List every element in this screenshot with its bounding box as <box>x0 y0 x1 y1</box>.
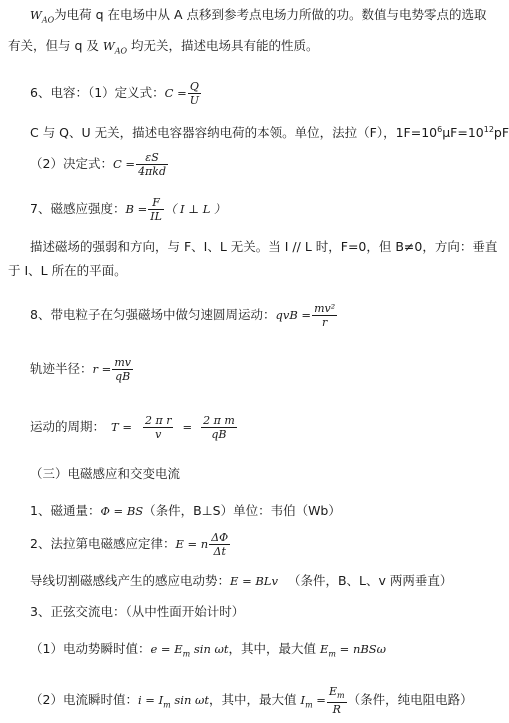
line-3-capacitance-definition: 6、电容：（1）定义式：C = $\frac{Q}{U}$ <box>30 80 200 107</box>
fraction: $\frac{mv}{qB}$ <box>114 356 131 383</box>
line-17-emf-instant: （1）电动势瞬时值：$e = E_m$ sin ωt，其中，最大值 $E_m = nBS\omega$ <box>30 641 387 659</box>
line-18-current-instant: （2）电流瞬时值：$i = I_m$ sin ωt，其中，最大值 $I_m$ = $\frac{E_m}{R}$ （条件，纯电阻电路） <box>30 685 473 717</box>
line-4: C 与 Q、U 无关，描述电容器容纳电荷的本领。单位，法拉（F），$1F=10^6\mu F=10^{12}pF$ <box>30 125 509 141</box>
fraction: $\frac{\text{2 π m}}{qB}$ <box>203 414 235 441</box>
line-16: 3、正弦交流电：（从中性面开始计时） <box>30 604 245 619</box>
line-6-magnetic-induction: 7、磁感应强度：B = $\frac{F}{IL}$ （ I ⊥ L ） <box>30 196 226 223</box>
line-2: 有关，但与 q 及 $W_{AO}$ 均无关，描述电场具有能的性质。 <box>8 38 319 56</box>
line-5-capacitance-determinant: （2）决定式：C = $\frac{\varepsilon S}{\text{4πkd}}$ <box>30 151 166 178</box>
fraction: $\frac{\text{2 π r}}{v}$ <box>144 414 172 441</box>
line-1: $W_{AO}$为电荷 q 在电场中从 A 点移到参考点电场力所做的功。数值与电势零点的选取 <box>30 7 487 25</box>
fraction: $\frac{\text{mv²}}{r}$ <box>314 302 336 329</box>
fraction: $\frac{\varepsilon S}{\text{4πkd}}$ <box>138 151 166 178</box>
section-heading: （三）电磁感应和交变电流 <box>30 466 181 481</box>
line-13-flux: 1、磁通量：Φ = BS（条件，B⊥S）单位：韦伯（Wb） <box>30 503 341 518</box>
line-10-radius: 轨迹半径：r = $\frac{mv}{qB}$ <box>30 356 131 383</box>
line-11-period: 运动的周期： T = $\frac{\text{2 π r}}{v}$ = $\frac{\text{2 π m}}{qB}$ <box>30 414 235 441</box>
line-14-faraday: 2、法拉第电磁感应定律：E = n $\frac{\Delta\Phi}{\Delta t}$ <box>30 531 229 558</box>
line-9-circular-motion: 8、带电粒子在匀强磁场中做匀速圆周运动：qvB = $\frac{\text{mv²}}{r}$ <box>30 302 336 329</box>
line-15-motional-emf: 导线切割磁感线产生的感应电动势：E = BLv （条件，B、L、v 两两垂直） <box>30 573 453 588</box>
fraction: $\frac{Q}{U}$ <box>189 80 200 107</box>
fraction: $\frac{F}{IL}$ <box>150 196 162 223</box>
fraction: $\frac{\Delta\Phi}{\Delta t}$ <box>211 531 229 558</box>
work-symbol: $W_{AO}$ <box>30 8 55 25</box>
line-7: 描述磁场的强弱和方向，与 F、I、L 无关。当 I // L 时，F=0，但 B≠0，方向：垂直 <box>30 239 498 254</box>
fraction: $\frac{E_m}{R}$ <box>328 685 345 717</box>
line-8: 于 I、L 所在的平面。 <box>8 263 127 278</box>
